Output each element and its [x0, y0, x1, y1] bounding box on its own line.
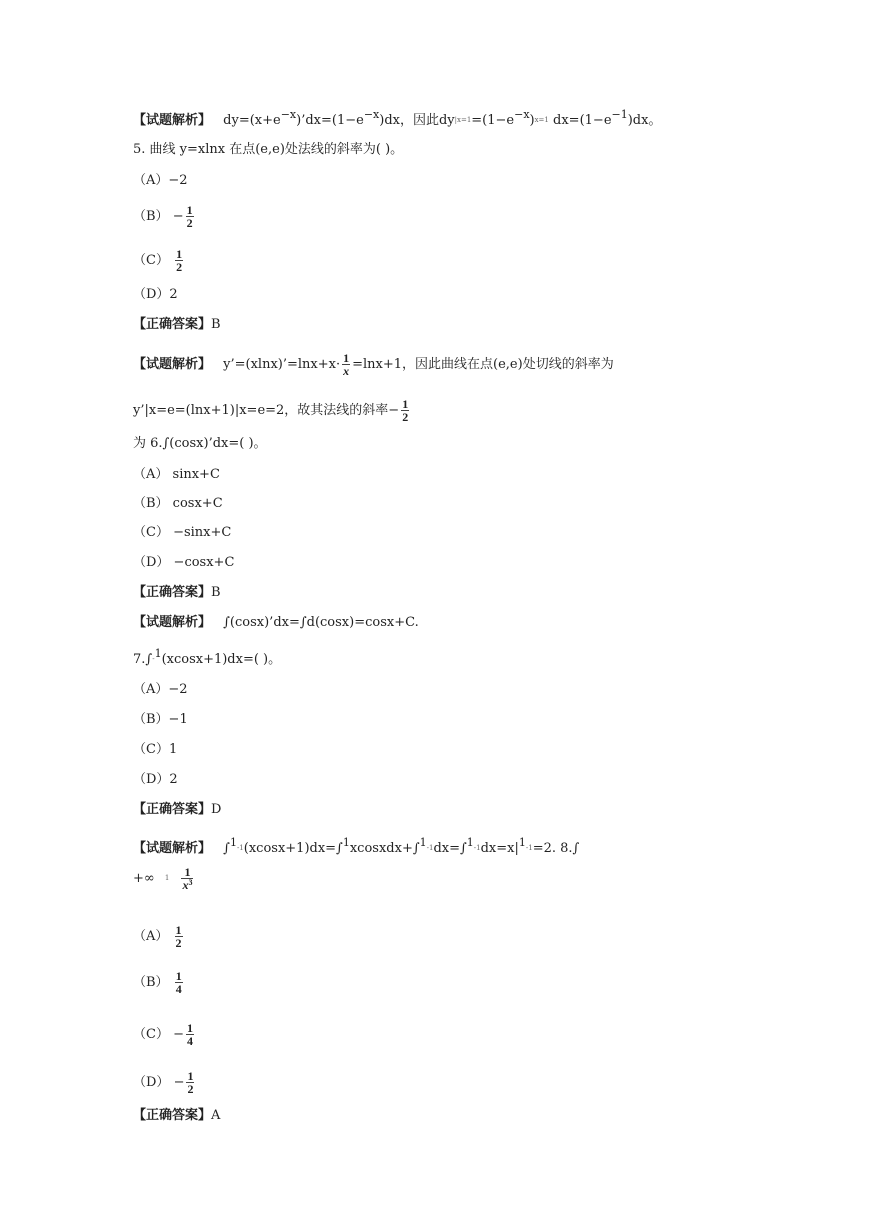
q7-stem: [133, 647, 282, 668]
q7-analysis: [133, 836, 580, 857]
option-label: （C）: [133, 253, 169, 268]
q5-analysis-2: [133, 398, 411, 423]
math-text: dy=(x+e: [223, 113, 281, 128]
option-label: （B）: [133, 209, 169, 224]
q8-option-b: [133, 970, 185, 995]
subscript: -: [152, 655, 155, 663]
math-text: dx=x|: [480, 841, 519, 856]
superscript: 1: [342, 836, 350, 849]
answer-label: 【正确答案】: [133, 317, 212, 332]
minus-sign: −: [173, 1075, 185, 1090]
fraction: $\frac{1}{2}$: [176, 247, 183, 274]
q5-stem: 5. 曲线 y=xlnx 在点(e,e)处法线的斜率为( )。: [133, 142, 404, 157]
fraction: $\frac{1}{x}$: [343, 351, 350, 378]
fraction: $\frac{1}{2}$: [186, 203, 193, 230]
q7-option-d: （D）2: [133, 772, 178, 787]
analysis-label: 【试题解析】: [133, 357, 212, 372]
math-text: )’dx=(1−e: [296, 113, 364, 128]
fraction: $\frac{1}{x^3}$: [182, 865, 193, 892]
math-text: )dx，因此dy: [379, 113, 455, 128]
q6-option-c: （C） −sinx+C: [133, 525, 232, 540]
math-text: =lnx+1，因此曲线在点(e,e)处切线的斜率为: [352, 357, 614, 372]
q8-option-a: [133, 924, 185, 949]
subscript: -1: [473, 844, 481, 852]
answer-label: 【正确答案】: [133, 802, 212, 817]
q6-option-d: （D） −cosx+C: [133, 555, 235, 570]
q7-option-b: （B）−1: [133, 712, 188, 727]
q5-option-b: [133, 204, 196, 229]
q8-answer: [133, 1108, 220, 1124]
q6-answer: [133, 585, 221, 601]
q5-answer: [133, 317, 221, 333]
minus-sign: −: [173, 1027, 184, 1042]
q5-option-d: （D）2: [133, 287, 178, 302]
q6-analysis: [133, 615, 419, 631]
superscript: 1: [466, 836, 474, 849]
q4-analysis: [133, 108, 662, 129]
q8-option-c: [133, 1022, 196, 1047]
math-text: dx=(1−e: [553, 113, 612, 128]
fraction: $\frac{1}{4}$: [175, 969, 182, 996]
subscript: -1: [426, 844, 434, 852]
option-label: （D）: [133, 1075, 170, 1090]
q6-option-b: （B） cosx+C: [133, 496, 223, 511]
math-text: (xcosx+1)dx=∫: [243, 841, 343, 856]
q8-stem: [133, 866, 195, 891]
q7-option-a: （A）−2: [133, 682, 188, 697]
subscript: 1: [164, 874, 170, 882]
q7-option-c: （C）1: [133, 742, 178, 757]
superscript: −x: [514, 108, 530, 121]
subscript: -1: [525, 844, 533, 852]
math-text: =2. 8.∫: [532, 841, 580, 856]
fraction: $\frac{1}{2}$: [175, 923, 182, 950]
option-label: （C）: [133, 1027, 169, 1042]
superscript: 1: [154, 647, 162, 660]
answer-value: D: [211, 802, 222, 817]
q6-option-a: （A） sinx+C: [133, 467, 220, 482]
q5-analysis-1: [133, 352, 614, 377]
answer-value: A: [211, 1108, 221, 1123]
superscript: 1: [518, 836, 526, 849]
math-text: ): [529, 113, 535, 128]
analysis-label: 【试题解析】: [133, 615, 212, 630]
option-label: （A）: [133, 929, 169, 944]
fraction: $\frac{1}{2}$: [187, 1069, 194, 1096]
math-text: y’|x=e=(lnx+1)|x=e=2，故其法线的斜率−: [133, 403, 400, 418]
answer-label: 【正确答案】: [133, 1108, 212, 1123]
q8-option-d: [133, 1070, 196, 1095]
math-text: y’=(xlnx)’=lnx+x·: [223, 357, 341, 372]
fraction: $\frac{1}{2}$: [402, 397, 409, 424]
superscript: 1: [229, 836, 237, 849]
subscript: |x=1: [454, 116, 472, 124]
analysis-label: 【试题解析】: [133, 113, 212, 128]
math-text: =(1−e: [471, 113, 515, 128]
option-label: （B）: [133, 975, 169, 990]
minus-sign: −: [172, 209, 184, 224]
answer-value: B: [211, 317, 221, 332]
answer-label: 【正确答案】: [133, 585, 212, 600]
math-text: )dx。: [627, 113, 662, 128]
math-text: (xcosx+1)dx=( )。: [161, 652, 282, 667]
superscript: −x: [363, 108, 380, 121]
fraction: $\frac{1}{4}$: [187, 1021, 193, 1048]
superscript: 1: [419, 836, 427, 849]
q5-option-a: （A）−2: [133, 173, 188, 188]
answer-value: B: [211, 585, 221, 600]
math-text: ∫: [223, 841, 230, 856]
q7-answer: [133, 802, 221, 818]
q5-option-c: [133, 248, 185, 273]
subscript: -1: [236, 844, 244, 852]
math-text: dx=∫: [433, 841, 467, 856]
math-text: 7.∫: [133, 652, 153, 667]
q6-stem: 为 6.∫(cosx)’dx=( )。: [133, 436, 267, 451]
math-text: ∫(cosx)’dx=∫d(cosx)=cosx+C.: [223, 615, 419, 630]
analysis-label: 【试题解析】: [133, 841, 212, 856]
superscript: −x: [280, 108, 297, 121]
superscript: −1: [611, 108, 628, 121]
math-text: +∞: [133, 871, 155, 886]
math-text: xcosxdx+∫: [349, 841, 420, 856]
subscript: x=1: [534, 116, 549, 124]
